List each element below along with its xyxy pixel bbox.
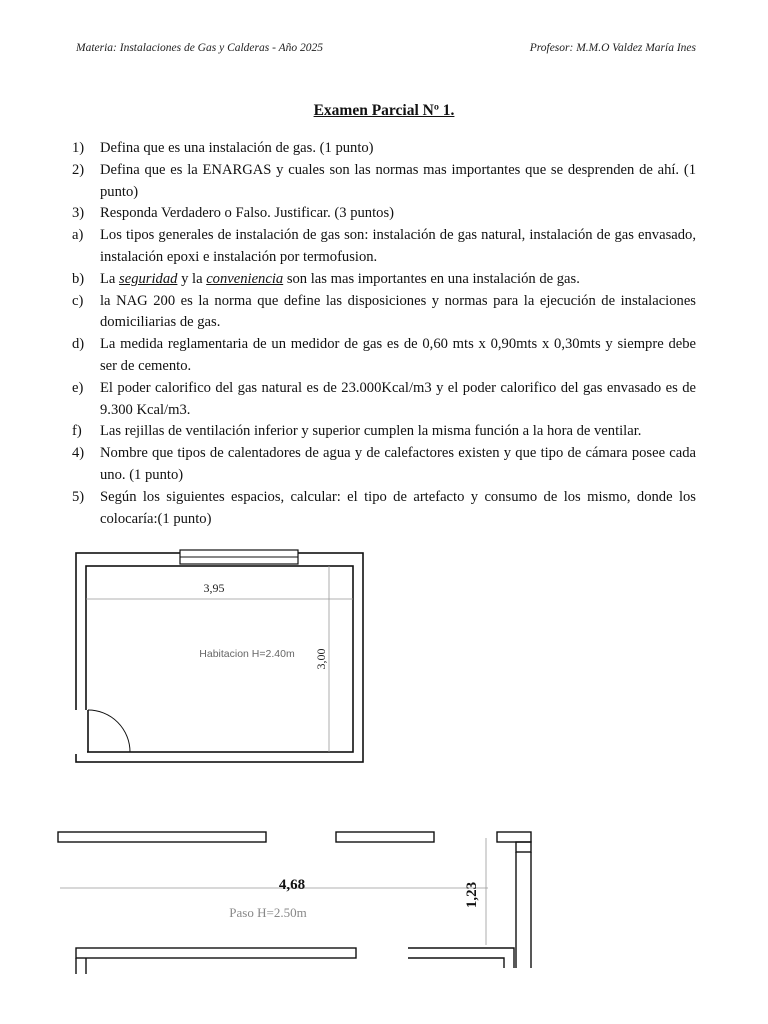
item-number: e) <box>72 379 84 396</box>
item-number: a) <box>72 227 84 244</box>
item-number: 2) <box>72 161 85 178</box>
door-opening <box>75 710 87 754</box>
item-number: c) <box>72 292 84 309</box>
item-number: 3) <box>72 205 85 222</box>
item-text: Los tipos generales de instalación de gas son: instalación de gas natural, instalación de gas envasado, instalación epoxi e instalación por termofusion. <box>100 227 696 265</box>
item-text: Según los siguientes espacios, calcular: el tipo de artefacto y consumo de los mismo, donde los colocaría:(1 punto) <box>100 488 696 527</box>
wall-segment <box>58 832 266 842</box>
hallway-height-label: 1,23 <box>464 881 480 909</box>
item-text: Defina que es la ENARGAS y cuales son las normas mas importantes que se desprenden de ahí. (1 punto) <box>100 161 696 200</box>
item-number: 5) <box>72 488 85 505</box>
item-text: Las rejillas de ventilación inferior y superior cumplen la misma función a la hora de ventilar. <box>100 423 642 440</box>
item-text: la NAG 200 es la norma que define las disposiciones y normas para la ejecución de instalaciones domiciliarias de gas. <box>100 292 696 331</box>
wall-segment <box>497 832 531 842</box>
room-name-label: Habitacion H=2.40m <box>199 648 295 660</box>
item-text: Nombre que tipos de calentadores de agua y de calefactores existen y que tipo de cámara posee cada uno. (1 punto) <box>100 445 696 483</box>
item-number: b) <box>72 270 85 287</box>
exam-title: Examen Parcial Nº 1. <box>313 102 455 119</box>
wall-segment <box>408 948 514 968</box>
item-text: Responda Verdadero o Falso. Justificar. (3 puntos) <box>100 205 394 222</box>
item-text: El poder calorifico del gas natural es de 23.000Kcal/m3 y el poder calorifico del gas envasado es de 9.300 Kcal/m3. <box>100 379 696 418</box>
text-fragment: son las mas importantes en una instalación de gas. <box>283 270 580 287</box>
wall-segment <box>516 852 531 968</box>
wall-segment <box>336 832 434 842</box>
item-number: f) <box>72 423 82 440</box>
room-height-label: 3,00 <box>314 648 328 670</box>
hallway-name-label: Paso H=2.50m <box>229 905 307 920</box>
emphasis-conveniencia: conveniencia <box>206 270 284 287</box>
wall-segment <box>516 842 531 852</box>
item-text: Defina que es una instalación de gas. (1 punto) <box>100 140 374 156</box>
header-professor: Profesor: M.M.O Valdez María Ines <box>529 42 696 54</box>
item-number: 4) <box>72 445 85 462</box>
header-subject: Materia: Instalaciones de Gas y Calderas - Año 2025 <box>76 42 324 54</box>
emphasis-seguridad: seguridad <box>119 270 178 287</box>
text-fragment: y la <box>177 270 207 287</box>
item-number: 1) <box>72 140 85 156</box>
item-text: La medida reglamentaria de un medidor de gas es de 0,60 mts x 0,90mts x 0,30mts y siempre debe ser de cemento. <box>100 336 696 374</box>
room-width-label: 3,95 <box>203 581 225 595</box>
door-swing <box>88 710 130 752</box>
wall-segment <box>76 948 356 958</box>
text-fragment: La <box>100 270 120 287</box>
item-number: d) <box>72 336 85 353</box>
wall-segment <box>76 958 86 974</box>
floor-plan-hallway <box>58 832 531 974</box>
hallway-width-label: 4,68 <box>278 877 306 893</box>
